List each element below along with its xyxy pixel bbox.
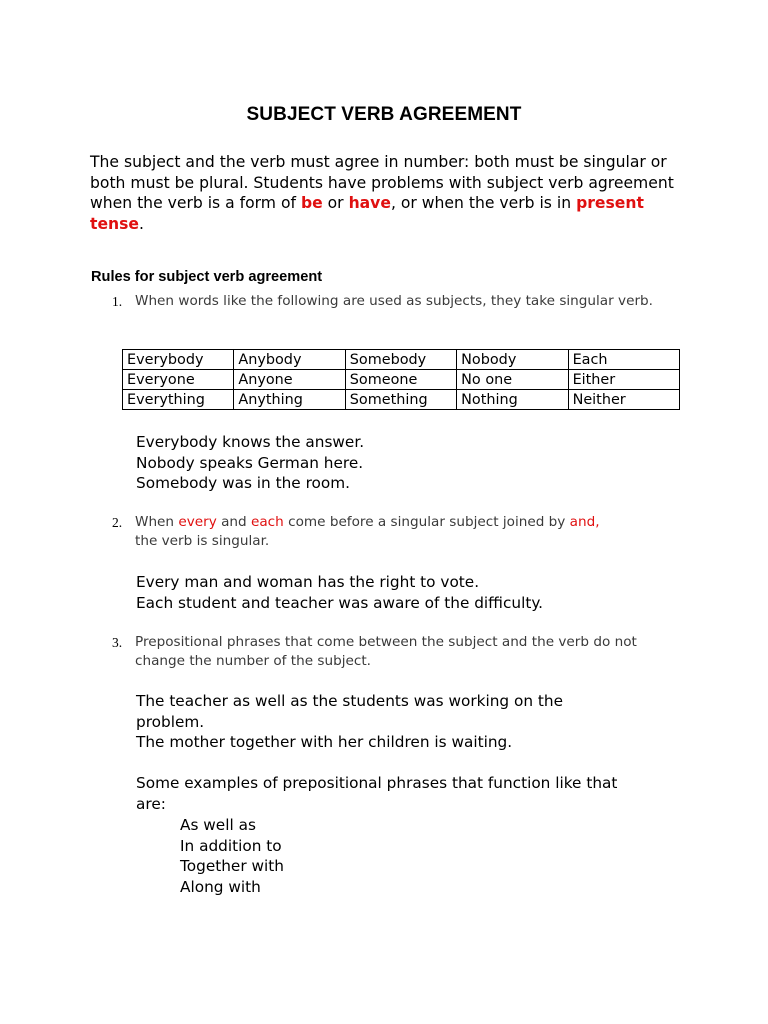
intro-or: or <box>322 194 349 213</box>
list-item: Along with <box>180 877 261 896</box>
rule-1-number: 1. <box>112 294 123 309</box>
example-sentence: problem. <box>136 712 205 731</box>
table-cell: Something <box>345 390 456 410</box>
rules-heading: Rules for subject verb agreement <box>91 269 323 285</box>
rule-3-text: Prepositional phrases that come between the subject and the verb do not change the number of the subject. <box>135 634 637 669</box>
table-row <box>123 370 680 390</box>
phrases-intro-line: Some examples of prepositional phrases that function like that <box>136 774 618 792</box>
highlight-and: and, <box>569 514 600 530</box>
rule-2-number: 2. <box>112 515 123 530</box>
rule-2-pre: When <box>135 514 179 530</box>
table-cell: Anything <box>234 390 345 410</box>
rule-2-examples <box>136 572 543 613</box>
rule-1-examples <box>136 432 364 494</box>
example-sentence: Each student and teacher was aware of the difficulty. <box>136 593 544 612</box>
table-cell: Nothing <box>457 390 568 410</box>
highlight-be: be <box>300 194 323 213</box>
example-sentence: The mother together with her children is waiting. <box>136 733 513 752</box>
example-sentence: The teacher as well as the students was working on the <box>136 692 564 710</box>
list-item: As well as <box>180 816 256 834</box>
rule-2-mid-1: and <box>216 514 251 530</box>
example-sentence: Everybody knows the answer. <box>136 433 365 451</box>
rule-3-number: 3. <box>112 635 123 650</box>
list-item: In addition to <box>180 836 282 855</box>
table-cell: Neither <box>568 390 679 410</box>
prepositional-phrase-list <box>180 815 284 897</box>
table-cell: Anyone <box>234 370 345 390</box>
intro-end: . <box>139 215 144 234</box>
rule-2-text <box>135 513 605 551</box>
table-row <box>123 390 680 410</box>
example-sentence: Every man and woman has the right to vote. <box>136 573 480 591</box>
table-cell: Each <box>568 350 679 370</box>
table-cell: No one <box>457 370 568 390</box>
list-item: Together with <box>180 857 284 875</box>
table-cell: Either <box>568 370 679 390</box>
rule-3-examples <box>136 691 563 753</box>
highlight-each: each <box>250 514 284 530</box>
rule-2-post: the verb is singular. <box>135 533 270 549</box>
document-title: SUBJECT VERB AGREEMENT <box>246 104 522 125</box>
highlight-every: every <box>178 514 217 530</box>
highlight-present-tense: present tense <box>90 194 644 234</box>
table-cell: Someone <box>345 370 456 390</box>
intro-paragraph <box>90 152 690 235</box>
phrases-intro-line: are: <box>136 794 166 813</box>
table-cell: Everyone <box>123 370 234 390</box>
table-cell: Anybody <box>234 350 345 370</box>
table-cell: Everybody <box>123 350 234 370</box>
indefinite-pronoun-table <box>122 349 680 410</box>
table-cell: Nobody <box>457 350 568 370</box>
phrases-intro <box>136 773 617 814</box>
rule-2-mid-2: come before a singular subject joined by <box>283 514 570 530</box>
table-cell: Everything <box>123 390 234 410</box>
table-cell: Somebody <box>345 350 456 370</box>
rule-1-text: When words like the following are used as subjects, they take singular verb. <box>135 293 653 309</box>
table-row <box>123 350 680 370</box>
intro-text: The subject and the verb must agree in number: both must be singular or both must be plural. Students have problems with subject verb agreement when the verb is a form of <box>90 153 674 213</box>
example-sentence: Nobody speaks German here. <box>136 453 364 472</box>
example-sentence: Somebody was in the room. <box>136 474 350 493</box>
highlight-have: have <box>348 194 391 213</box>
intro-text-2: , or when the verb is in <box>390 194 577 213</box>
